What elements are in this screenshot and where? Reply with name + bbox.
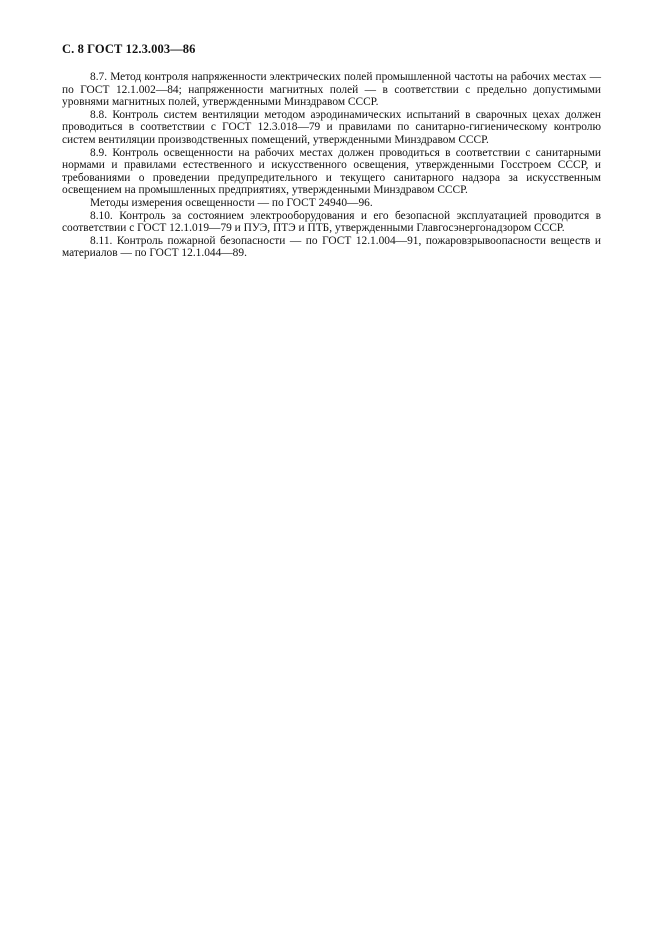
paragraph-8-11: 8.11. Контроль пожарной безопасности — по ГОСТ 12.1.004—91, пожаровзрывоопасности веществ и материалов — по ГОСТ 12.1.044—89. (62, 234, 601, 260)
page-header: С. 8 ГОСТ 12.3.003—86 (62, 42, 196, 56)
document-body (62, 71, 601, 260)
paragraph-8-10: 8.10. Контроль за состоянием электрооборудования и его безопасной эксплуатацией проводится в соответствии с ГОСТ 12.1.019—79 и ПУЭ, ПТЭ и ПТБ, утвержденными Главгосэнергонадзором СССР. (62, 209, 601, 235)
paragraph-8-9: 8.9. Контроль освещенности на рабочих местах должен проводиться в соответствии с санитарными нормами и правилами естественного и искусственного освещения, утвержденными Госстроем СССР, и требованиями о проведении предупредительного и текущего санитарного надзора за искусственным освещением на промышленных предприятиях, утвержденными Минздравом СССР. (62, 146, 601, 197)
paragraph-8-8: 8.8. Контроль систем вентиляции методом аэродинамических испытаний в сварочных цехах должен проводиться в соответствии с ГОСТ 12.3.018—79 и правилами по санитарно-гигиеническому контролю систем вентиляции производственных помещений, утвержденными Минздравом СССР. (62, 108, 601, 146)
paragraph-methods: Методы измерения освещенности — по ГОСТ 24940—96. (90, 196, 373, 209)
paragraph-8-7: 8.7. Метод контроля напряженности электрических полей промышленной частоты на рабочих местах — по ГОСТ 12.1.002—84; напряженности магнитных полей — в соответствии с предельно допустимыми уровнями магнитных полей, утвержденными Минздравом СССР. (62, 71, 601, 109)
